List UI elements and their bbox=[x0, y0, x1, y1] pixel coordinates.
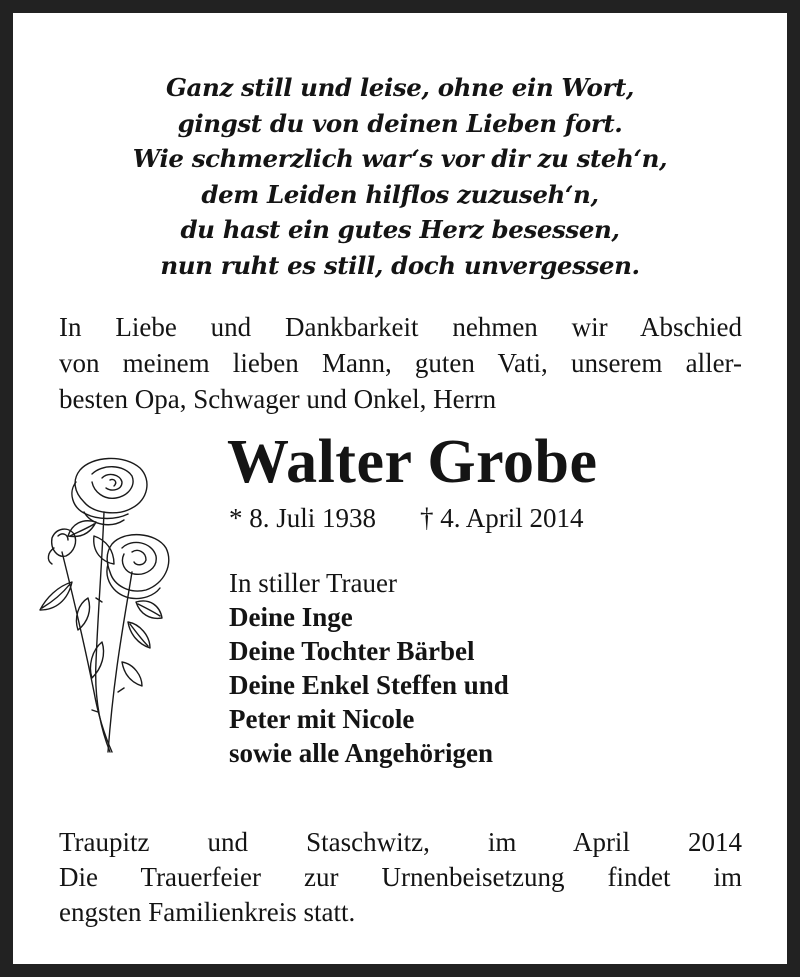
closing-line: Die Trauerfeier zur Urnenbeisetzung findet im bbox=[59, 862, 742, 892]
poem-line: gingst du von deinen Lieben fort. bbox=[177, 108, 623, 138]
closing-paragraph bbox=[59, 825, 742, 930]
poem-line: dem Leiden hilflos zuzuseh‘n, bbox=[201, 179, 599, 209]
life-dates bbox=[229, 500, 584, 536]
mourner-line: Deine Enkel Steffen und bbox=[229, 670, 509, 700]
intro-line: von meinem lieben Mann, guten Vati, unserem aller- bbox=[59, 348, 742, 378]
poem-line: nun ruht es still, doch unvergessen. bbox=[160, 250, 640, 280]
mourner-line: Peter mit Nicole bbox=[229, 704, 415, 734]
rose-illustration-icon bbox=[32, 452, 177, 762]
poem-line: Wie schmerzlich war‘s vor dir zu steh‘n, bbox=[132, 144, 668, 173]
closing-line: engsten Familienkreis statt. bbox=[59, 897, 356, 927]
mourner-line: Deine Inge bbox=[229, 602, 353, 632]
birth-date: * 8. Juli 1938 bbox=[229, 503, 377, 533]
poem-line: du hast ein gutes Herz besessen, bbox=[180, 215, 620, 244]
mourner-line: Deine Tochter Bärbel bbox=[229, 636, 475, 666]
mourners-block bbox=[229, 566, 509, 770]
intro-paragraph bbox=[59, 309, 742, 417]
intro-line: In Liebe und Dankbarkeit nehmen wir Abschied bbox=[59, 312, 742, 342]
poem-line: Ganz still und leise, ohne ein Wort, bbox=[165, 73, 635, 102]
mourner-line: sowie alle Angehörigen bbox=[229, 738, 493, 768]
deceased-name: Walter Grobe bbox=[227, 428, 598, 496]
mourners-heading: In stiller Trauer bbox=[229, 568, 397, 598]
death-date: † 4. April 2014 bbox=[420, 503, 584, 533]
memorial-poem bbox=[0, 70, 800, 283]
intro-line: besten Opa, Schwager und Onkel, Herrn bbox=[59, 384, 497, 414]
closing-line: Traupitz und Staschwitz, im April 2014 bbox=[59, 827, 742, 857]
